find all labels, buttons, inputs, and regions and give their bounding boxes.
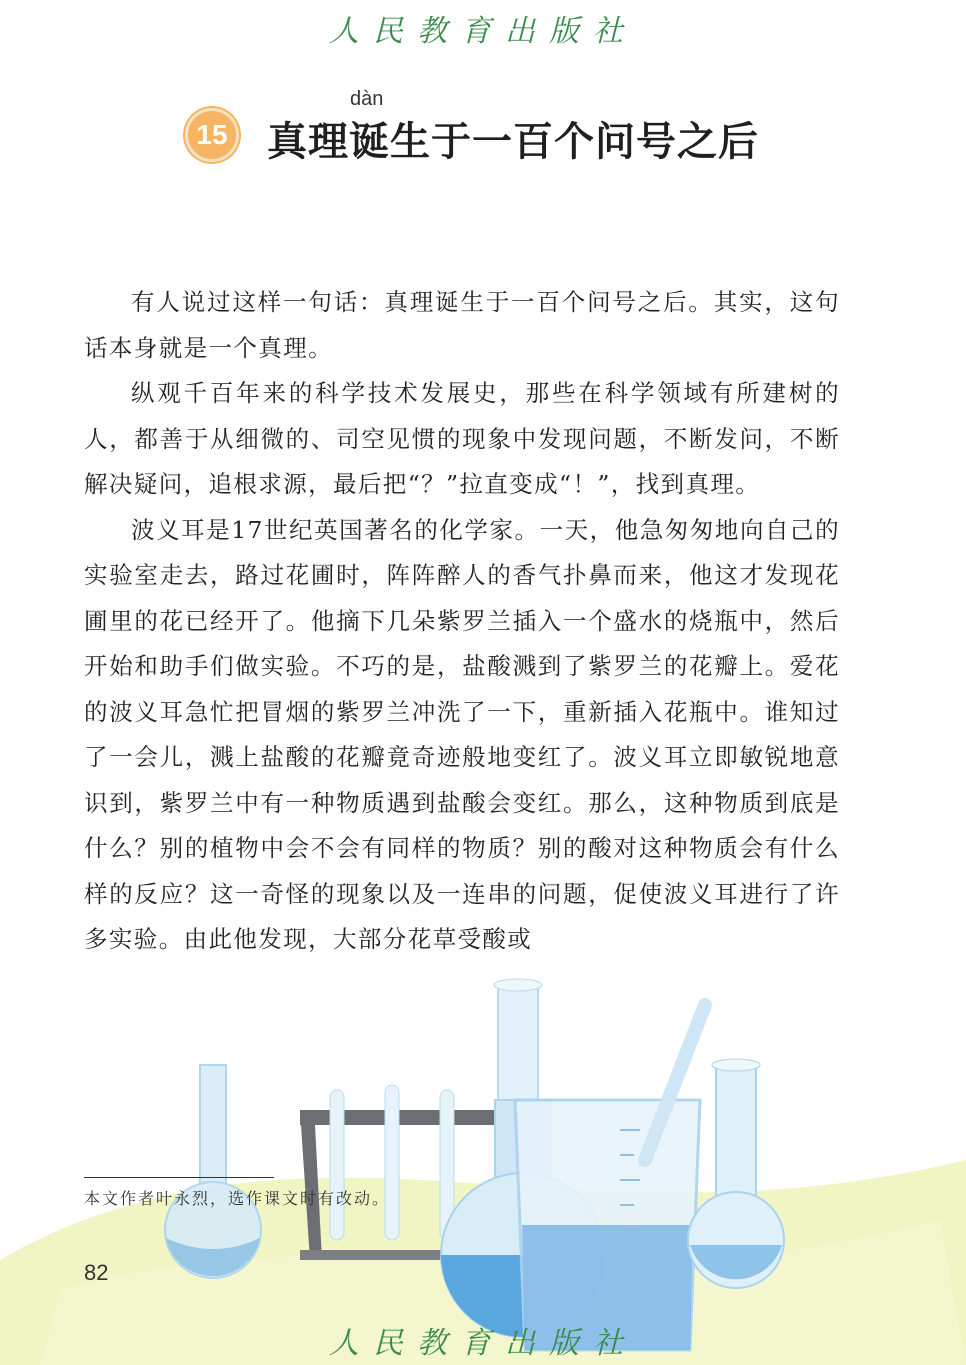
right-flask (688, 1059, 784, 1288)
lesson-title: 真理诞生于一百个问号之后 (267, 119, 759, 165)
beaker (515, 1100, 700, 1350)
publisher-footer: 人民教育出版社 (329, 1326, 637, 1361)
left-flask (165, 1065, 261, 1278)
footnote: 本文作者叶永烈，选作课文时有改动。 (84, 1189, 391, 1208)
publisher-header: 人民教育出版社 (329, 14, 637, 49)
footnote-divider (84, 1177, 274, 1178)
lab-glassware-illustration (0, 960, 966, 1365)
article-body (84, 280, 840, 963)
lesson-number-badge: 15 (185, 108, 239, 162)
page-number: 82 (84, 1260, 109, 1285)
title-pinyin: dàn (350, 88, 384, 110)
paragraph: 波义耳是17世纪英国著名的化学家。一天，他急匆匆地向自己的实验室走去，路过花圃时，阵阵醉人的香气扑鼻而来，他这才发现花圃里的花已经开了。他摘下几朵紫罗兰插入一个盛水的烧瓶中，然后开始和助手们做实验。不巧的是，盐酸溅到了紫罗兰的花瓣上。爱花的波义耳急忙把冒烟的紫罗兰冲洗了一下，重新插入花瓶中。谁知过了一会儿，溅上盐酸的花瓣竟奇迹般地变红了。波义耳立即敏锐地意识到，紫罗兰中有一种物质遇到盐酸会变红。那么，这种物质到底是什么？别的植物中会不会有同样的物质？别的酸对这种物质会有什么样的反应？这一奇怪的现象以及一连串的问题，促使波义耳进行了许多实验。由此他发现，大部分花草受酸或 (84, 515, 840, 953)
lesson-title-block (185, 88, 885, 178)
paragraph: 有人说过这样一句话：真理诞生于一百个问号之后。其实，这句话本身就是一个真理。 (84, 288, 840, 362)
paragraph: 纵观千百年来的科学技术发展史，那些在科学领域有所建树的人，都善于从细微的、司空见惯的现象中发现问题，不断发问，不断解决疑问，追根求源，最后把“？”拉直变成“！”，找到真理。 (84, 379, 840, 498)
